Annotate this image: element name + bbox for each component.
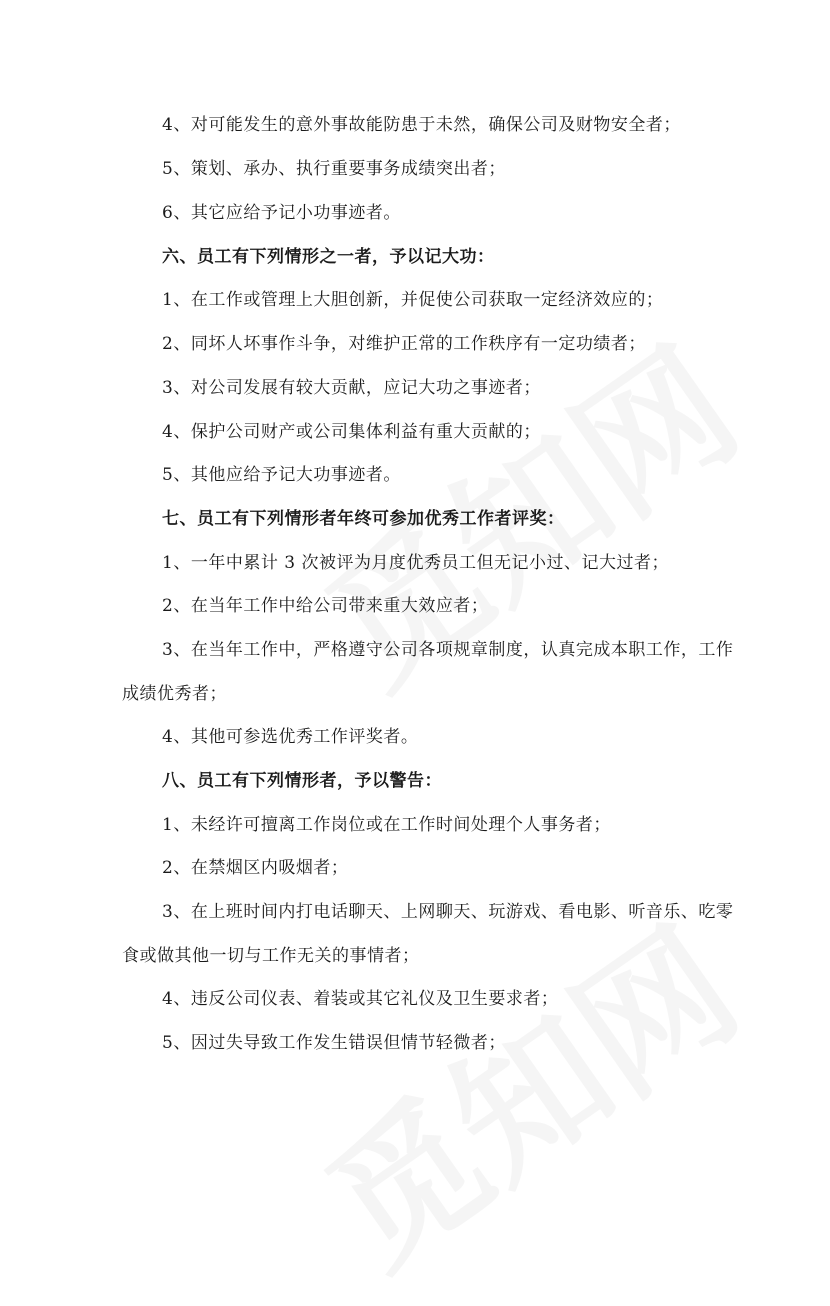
paragraph-line: 2、同坏人坏事作斗争，对维护正常的工作秩序有一定功绩者； <box>162 334 646 354</box>
paragraph-line: 4、保护公司财产或公司集体利益有重大贡献的； <box>162 422 541 442</box>
paragraph-line: 3、对公司发展有较大贡献，应记大功之事迹者； <box>162 378 541 398</box>
paragraph-line: 5、策划、承办、执行重要事务成绩突出者； <box>162 159 506 179</box>
watermark <box>279 870 772 1305</box>
paragraph-line: 食或做其他一切与工作无关的事情者； <box>122 946 420 966</box>
paragraph-line: 5、因过失导致工作发生错误但情节轻微者； <box>162 1033 506 1053</box>
section-heading: 七、员工有下列情形者年终可参加优秀工作者评奖： <box>162 509 565 529</box>
paragraph-line: 4、其他可参选优秀工作评奖者。 <box>162 727 419 747</box>
section-heading: 六、员工有下列情形之一者，予以记大功： <box>162 247 495 267</box>
paragraph-line: 4、对可能发生的意外事故能防患于未然，确保公司及财物安全者； <box>162 115 681 135</box>
paragraph-line: 2、在当年工作中给公司带来重大效应者； <box>162 596 489 616</box>
paragraph-line: 4、违反公司仪表、着装或其它礼仪及卫生要求者； <box>162 989 559 1009</box>
paragraph-line: 1、在工作或管理上大胆创新，并促使公司获取一定经济效应的； <box>162 290 664 310</box>
paragraph-line: 成绩优秀者； <box>122 684 227 704</box>
paragraph-line: 1、一年中累计 3 次被评为月度优秀员工但无记小过、记大过者； <box>162 553 669 573</box>
paragraph-line: 3、在当年工作中，严格遵守公司各项规章制度，认真完成本职工作，工作 <box>162 640 734 660</box>
paragraph-line: 2、在禁烟区内吸烟者； <box>162 858 349 878</box>
paragraph-line: 5、其他应给予记大功事迹者。 <box>162 465 401 485</box>
section-heading: 八、员工有下列情形者，予以警告： <box>162 771 442 791</box>
paragraph-line: 1、未经许可擅离工作岗位或在工作时间处理个人事务者； <box>162 815 611 835</box>
paragraph-line: 3、在上班时间内打电话聊天、上网聊天、玩游戏、看电影、听音乐、吃零 <box>162 902 734 922</box>
paragraph-line: 6、其它应给予记小功事迹者。 <box>162 203 401 223</box>
